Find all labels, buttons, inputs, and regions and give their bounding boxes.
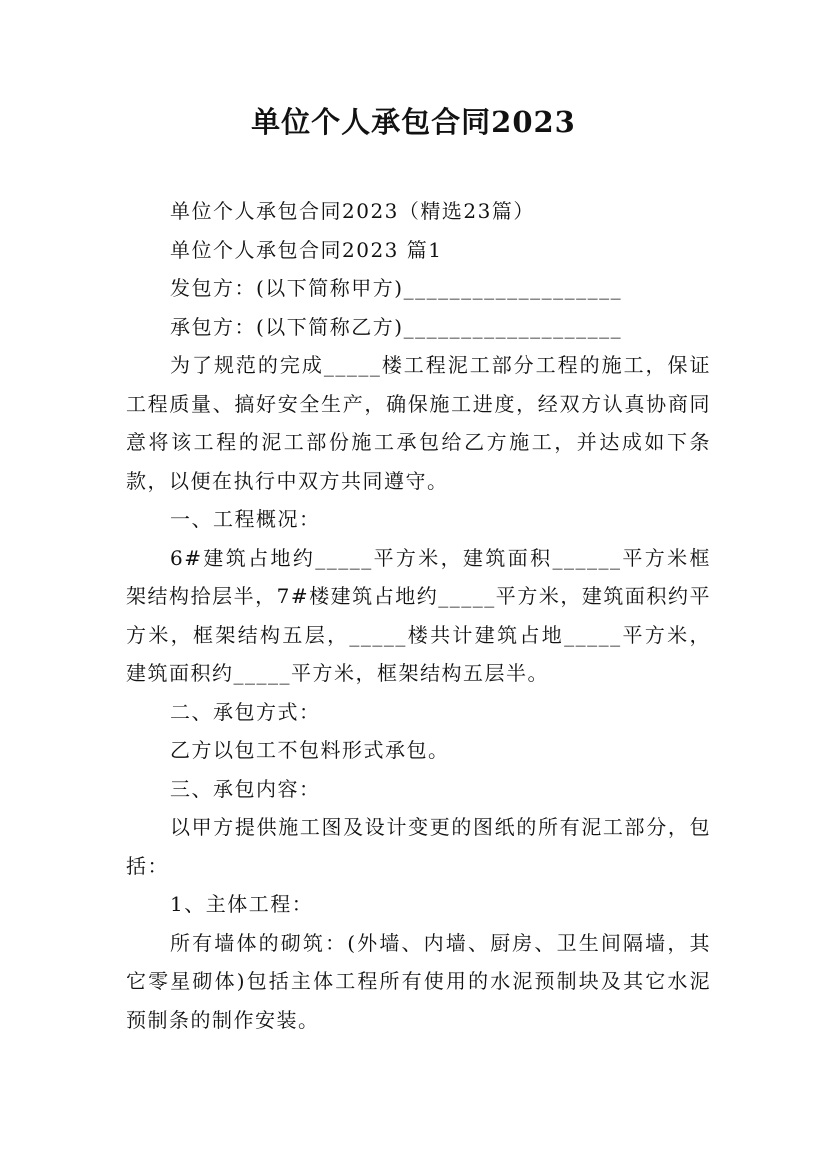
paragraph-employer: 发包方：(以下简称甲方)___________________ xyxy=(170,276,623,300)
paragraph-section-heading: 单位个人承包合同2023 篇1 xyxy=(170,237,443,262)
paragraph-contractor: 承包方：(以下简称乙方)___________________ xyxy=(170,314,623,339)
paragraph-heading-main-works: 1、主体工程： xyxy=(170,892,314,916)
paragraph-heading-method: 二、承包方式： xyxy=(170,699,321,724)
document-title: 单位个人承包合同2023 xyxy=(251,105,576,139)
paragraph-heading-content: 三、承包内容： xyxy=(170,776,321,801)
paragraph-overview: 6#建筑占地约_____平方米，建筑面积______平方米框架结构拾层半，7#楼建筑占地约_____平方米，建筑面积约平方米，框架结构五层，_____楼共计建筑占地_____平方米，建筑面积约_____平方米，框架结构五层半。 xyxy=(126,545,711,685)
paragraph-heading-overview: 一、工程概况： xyxy=(170,507,321,531)
document-body xyxy=(126,192,711,1039)
paragraph-content: 以甲方提供施工图及设计变更的图纸的所有泥工部分，包括： xyxy=(126,815,711,878)
paragraph-subtitle: 单位个人承包合同2023（精选23篇） xyxy=(170,199,535,223)
paragraph-purpose: 为了规范的完成_____楼工程泥工部分工程的施工，保证工程质量、搞好安全生产，确保施工进度，经双方认真协商同意将该工程的泥工部份施工承包给乙方施工，并达成如下条款，以便在执行中双方共同遵守。 xyxy=(126,353,711,493)
paragraph-main-works: 所有墙体的砌筑：(外墙、内墙、厨房、卫生间隔墙，其它零星砌体)包括主体工程所有使用的水泥预制块及其它水泥预制条的制作安装。 xyxy=(126,930,711,1032)
paragraph-method: 乙方以包工不包料形式承包。 xyxy=(170,738,450,762)
